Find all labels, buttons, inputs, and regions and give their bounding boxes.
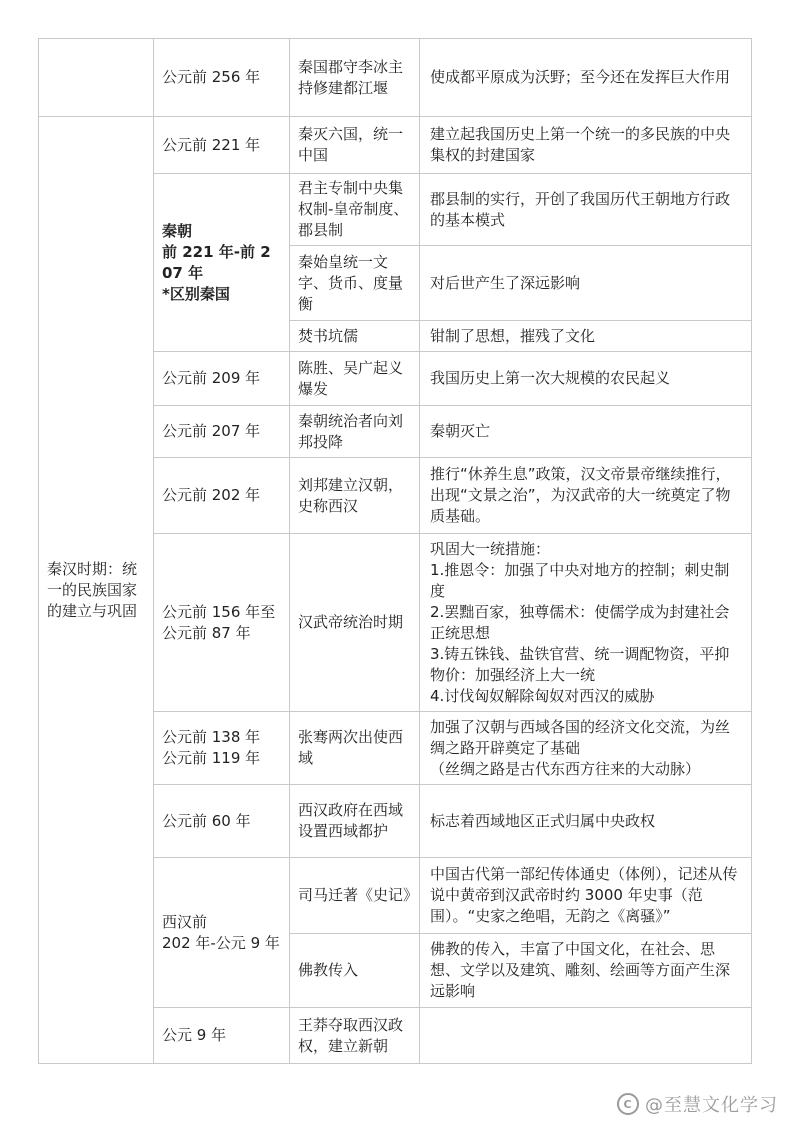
event-cell: 汉武帝统治时期	[290, 534, 420, 712]
meaning-cell: 推行“休养生息”政策，汉文帝景帝继续推行，出现“文景之治”，为汉武帝的大一统奠定了物质基础。	[420, 458, 752, 534]
event-cell: 焚书坑儒	[290, 321, 420, 352]
time-cell: 公元前 221 年	[154, 117, 290, 174]
event-cell: 西汉政府在西域设置西域都护	[290, 785, 420, 858]
time-cell: 公元前 256 年	[154, 39, 290, 117]
qin-dynasty-span: 前 221 年-前 207 年	[162, 242, 271, 282]
watermark-text: @至慧文化学习	[645, 1095, 778, 1116]
measure-heading: 巩固大一统措施：	[430, 539, 551, 558]
meaning-cell: 秦朝灭亡	[420, 406, 752, 458]
meaning-cell: 佛教的传入，丰富了中国文化，在社会、思想、文学以及建筑、雕刻、绘画等方面产生深远影响	[420, 934, 752, 1008]
measure-item: 4.讨伐匈奴解除匈奴对西汉的威胁	[430, 686, 655, 705]
time-line: 公元前 138 年	[162, 728, 261, 746]
time-line: 公元前 87 年	[162, 623, 251, 642]
qin-dynasty-name: 秦朝	[162, 221, 193, 240]
time-cell: 公元前 207 年	[154, 406, 290, 458]
qin-dynasty-note: *区别秦国	[162, 284, 230, 303]
time-cell: 公元 9 年	[154, 1008, 290, 1064]
meaning-note: （丝绸之路是古代东西方往来的大动脉）	[430, 759, 701, 778]
time-cell	[154, 712, 290, 785]
meaning-line: 加强了汉朝与西域各国的经济文化交流，为丝绸之路开辟奠定了基础	[430, 717, 731, 757]
period-cell: 秦汉时期：统一的民族国家的建立与巩固	[39, 117, 154, 1064]
meaning-cell: 使成都平原成为沃野；至今还在发挥巨大作用	[420, 39, 752, 117]
western-han-label: 西汉前	[162, 912, 208, 931]
event-cell: 君主专制中央集权制-皇帝制度、郡县制	[290, 174, 420, 246]
measure-item: 2.罢黜百家，独尊儒术：使儒学成为封建社会正统思想	[430, 602, 730, 642]
event-cell: 秦国郡守李冰主持修建都江堰	[290, 39, 420, 117]
event-cell: 秦灭六国，统一中国	[290, 117, 420, 174]
meaning-cell: 郡县制的实行，开创了我国历代王朝地方行政的基本模式	[420, 174, 752, 246]
meaning-cell: 我国历史上第一次大规模的农民起义	[420, 352, 752, 406]
event-cell: 张骞两次出使西域	[290, 712, 420, 785]
table-row	[39, 117, 752, 174]
event-cell: 秦朝统治者向刘邦投降	[290, 406, 420, 458]
meaning-cell	[420, 534, 752, 712]
watermark	[617, 1091, 778, 1117]
meaning-cell	[420, 712, 752, 785]
western-han-span: 202 年-公元 9 年	[162, 933, 280, 952]
time-line: 公元前 119 年	[162, 749, 261, 767]
event-cell: 王莽夺取西汉政权，建立新朝	[290, 1008, 420, 1064]
meaning-cell	[420, 1008, 752, 1064]
meaning-cell: 标志着西域地区正式归属中央政权	[420, 785, 752, 858]
time-cell: 公元前 202 年	[154, 458, 290, 534]
western-han-cell	[154, 858, 290, 1008]
event-cell: 司马迁著《史记》	[290, 858, 420, 934]
time-cell: 公元前 209 年	[154, 352, 290, 406]
measure-item: 1.推恩令：加强了中央对地方的控制；刺史制度	[430, 560, 730, 600]
meaning-cell: 中国古代第一部纪传体通史（体例），记述从传说中黄帝到汉武帝时约 3000 年史事（范围）。“史家之绝唱，无韵之《离骚》”	[420, 858, 752, 934]
meaning-cell: 对后世产生了深远影响	[420, 246, 752, 321]
time-cell	[154, 534, 290, 712]
event-cell: 陈胜、吴广起义爆发	[290, 352, 420, 406]
table-row	[39, 39, 752, 117]
event-cell: 秦始皇统一文字、货币、度量衡	[290, 246, 420, 321]
measure-item: 3.铸五铢钱、盐铁官营、统一调配物资，平抑物价：加强经济上大一统	[430, 644, 730, 684]
watermark-logo-icon: C	[617, 1093, 639, 1115]
meaning-cell: 建立起我国历史上第一个统一的多民族的中央集权的封建国家	[420, 117, 752, 174]
event-cell: 佛教传入	[290, 934, 420, 1008]
time-line: 公元前 156 年至	[162, 602, 276, 621]
history-table-page	[38, 38, 751, 1064]
qin-dynasty-cell	[154, 174, 290, 352]
event-cell: 刘邦建立汉朝，史称西汉	[290, 458, 420, 534]
time-cell: 公元前 60 年	[154, 785, 290, 858]
meaning-cell: 钳制了思想，摧残了文化	[420, 321, 752, 352]
history-timeline-table	[38, 38, 752, 1064]
period-cell-empty	[39, 39, 154, 117]
